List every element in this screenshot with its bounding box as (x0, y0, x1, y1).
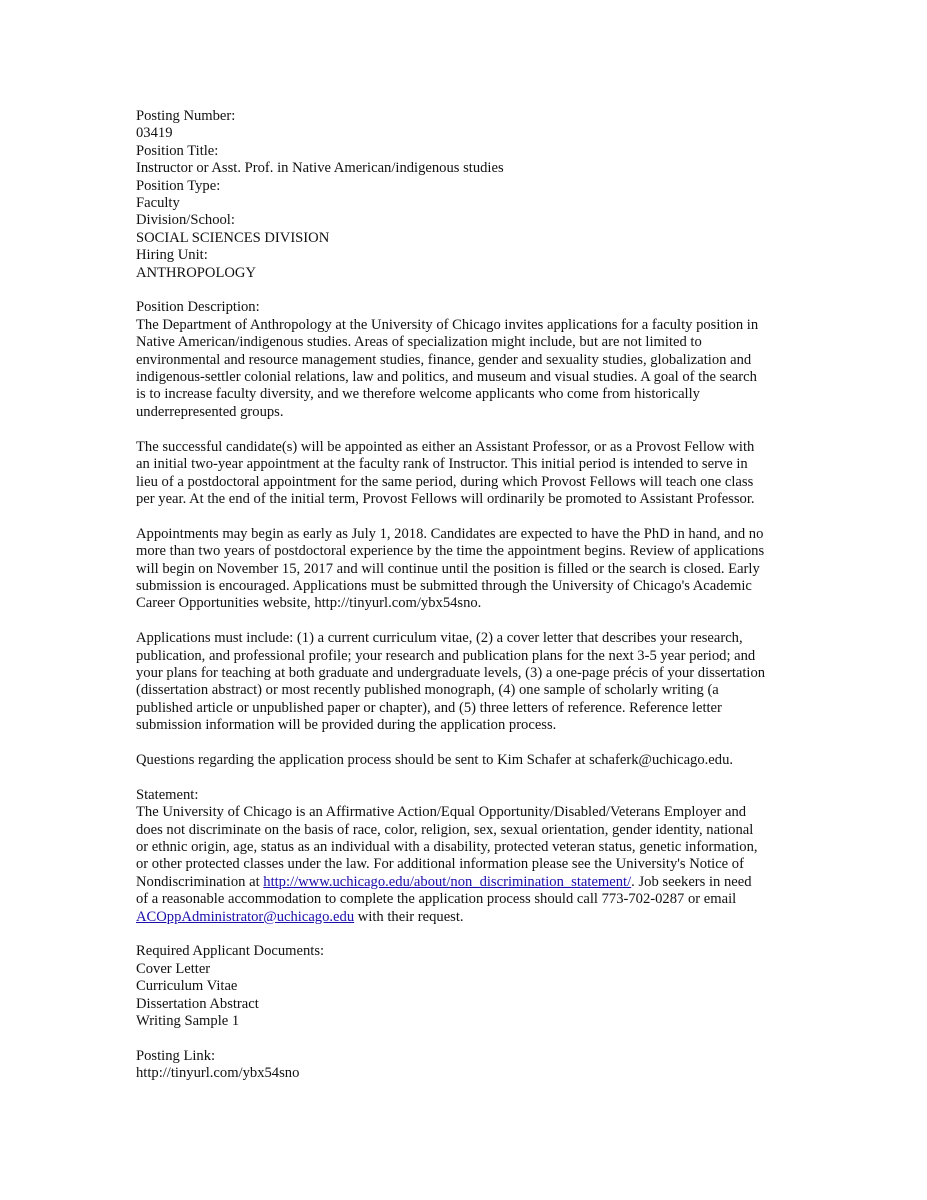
paragraph-line: does not discriminate on the basis of race, color, religion, sex, sexual orientation, gender identity, national (136, 821, 754, 838)
spacer (136, 613, 796, 630)
hiring-unit-label: Hiring Unit: (136, 247, 208, 264)
paragraph-line: or other protected classes under the law. For additional information please see the University's Notice of (136, 856, 744, 873)
position-type-label: Position Type: (136, 177, 221, 194)
paragraph-line: per year. At the end of the initial term, Provost Fellows will ordinarily be promoted to Assistant Professor. (136, 490, 755, 507)
document-item: Curriculum Vitae (136, 978, 238, 995)
paragraph-line (136, 874, 796, 891)
job-posting-document (136, 108, 796, 1083)
spacer (136, 769, 796, 786)
statement-paragraph (136, 804, 796, 926)
description-paragraph-1 (136, 317, 796, 421)
spacer (136, 926, 796, 943)
paragraph-line: Appointments may begin as early as July 1, 2018. Candidates are expected to have the PhD in hand, and no (136, 525, 764, 542)
paragraph-line: The Department of Anthropology at the University of Chicago invites applications for a faculty position in (136, 316, 759, 333)
posting-number-label: Posting Number: (136, 108, 236, 124)
paragraph-line: your plans for teaching at both graduate and undergraduate levels, (3) a one-page précis of your dissertation (136, 664, 766, 681)
paragraph-line: will begin on November 15, 2017 and will continue until the position is filled or the search is closed. Early (136, 560, 760, 577)
description-paragraph-2 (136, 439, 796, 509)
paragraph-line: submission information will be provided during the application process. (136, 717, 557, 734)
position-description-label: Position Description: (136, 299, 260, 316)
acopp-administrator-email-link[interactable]: ACOppAdministrator@uchicago.edu (136, 908, 355, 925)
paragraph-line: more than two years of postdoctoral experience by the time the appointment begins. Review of applications (136, 543, 765, 560)
posting-link-url: http://tinyurl.com/ybx54sno (136, 1065, 300, 1082)
paragraph-line: The University of Chicago is an Affirmative Action/Equal Opportunity/Disabled/Veterans Employer and (136, 804, 747, 821)
spacer (136, 421, 796, 438)
paragraph-line: of a reasonable accommodation to complete the application process should call 773-702-0287 or email (136, 891, 737, 908)
spacer (136, 508, 796, 525)
paragraph-line: underrepresented groups. (136, 403, 284, 420)
spacer (136, 1030, 796, 1047)
spacer (136, 735, 796, 752)
paragraph-line: indigenous-settler colonial relations, law and politics, and museum and visual studies. A goal of the search (136, 369, 757, 386)
statement-label: Statement: (136, 786, 199, 803)
questions-contact-line: Questions regarding the application process should be sent to Kim Schafer at schaferk@uchicago.edu. (136, 751, 734, 768)
line-text: Nondiscrimination at (136, 873, 264, 890)
paragraph-line: The successful candidate(s) will be appointed as either an Assistant Professor, or as a Provost Fellow with (136, 438, 755, 455)
paragraph-line: environmental and resource management studies, finance, gender and sexuality studies, globalization and (136, 351, 752, 368)
posting-number-value: 03419 (136, 125, 173, 142)
division-label: Division/School: (136, 212, 235, 229)
posting-link-label: Posting Link: (136, 1047, 216, 1064)
hiring-unit-value: ANTHROPOLOGY (136, 264, 256, 281)
document-item: Dissertation Abstract (136, 995, 259, 1012)
paragraph-line: is to increase faculty diversity, and we therefore welcome applicants who come from historically (136, 386, 700, 403)
spacer (136, 282, 796, 299)
line-text: with their request. (354, 908, 464, 925)
paragraph-line: submission is encouraged. Applications must be submitted through the University of Chicago's Academic (136, 577, 752, 594)
position-title-value: Instructor or Asst. Prof. in Native American/indigenous studies (136, 160, 504, 177)
description-paragraph-4 (136, 630, 796, 734)
description-paragraph-3 (136, 526, 796, 613)
paragraph-line: (dissertation abstract) or most recently published monograph, (4) one sample of scholarly writing (a (136, 682, 719, 699)
paragraph-line: Career Opportunities website, http://tinyurl.com/ybx54sno. (136, 595, 482, 612)
paragraph-line: an initial two-year appointment at the faculty rank of Instructor. This initial period is intended to serve in (136, 456, 748, 473)
document-item: Writing Sample 1 (136, 1013, 240, 1030)
nondiscrimination-statement-link[interactable]: http://www.uchicago.edu/about/non_discrimination_statement/ (263, 873, 632, 890)
document-item: Cover Letter (136, 960, 211, 977)
paragraph-line: Applications must include: (1) a current curriculum vitae, (2) a cover letter that describes your research, (136, 630, 743, 647)
paragraph-line: publication, and professional profile; your research and publication plans for the next 3-5 year period; and (136, 647, 756, 664)
line-text: . Job seekers in need (631, 873, 752, 890)
position-title-label: Position Title: (136, 142, 219, 159)
position-type-value: Faculty (136, 195, 180, 212)
paragraph-line: Native American/indigenous studies. Areas of specialization might include, but are not limited to (136, 334, 702, 351)
paragraph-line: lieu of a postdoctoral appointment for the same period, during which Provost Fellows will teach one class (136, 473, 754, 490)
required-documents-label: Required Applicant Documents: (136, 943, 325, 960)
division-value: SOCIAL SCIENCES DIVISION (136, 229, 330, 246)
paragraph-line: published article or unpublished paper or chapter), and (5) three letters of reference. Reference letter (136, 699, 722, 716)
paragraph-line (136, 909, 796, 926)
paragraph-line: or ethnic origin, age, status as an individual with a disability, protected veteran status, genetic information, (136, 838, 758, 855)
